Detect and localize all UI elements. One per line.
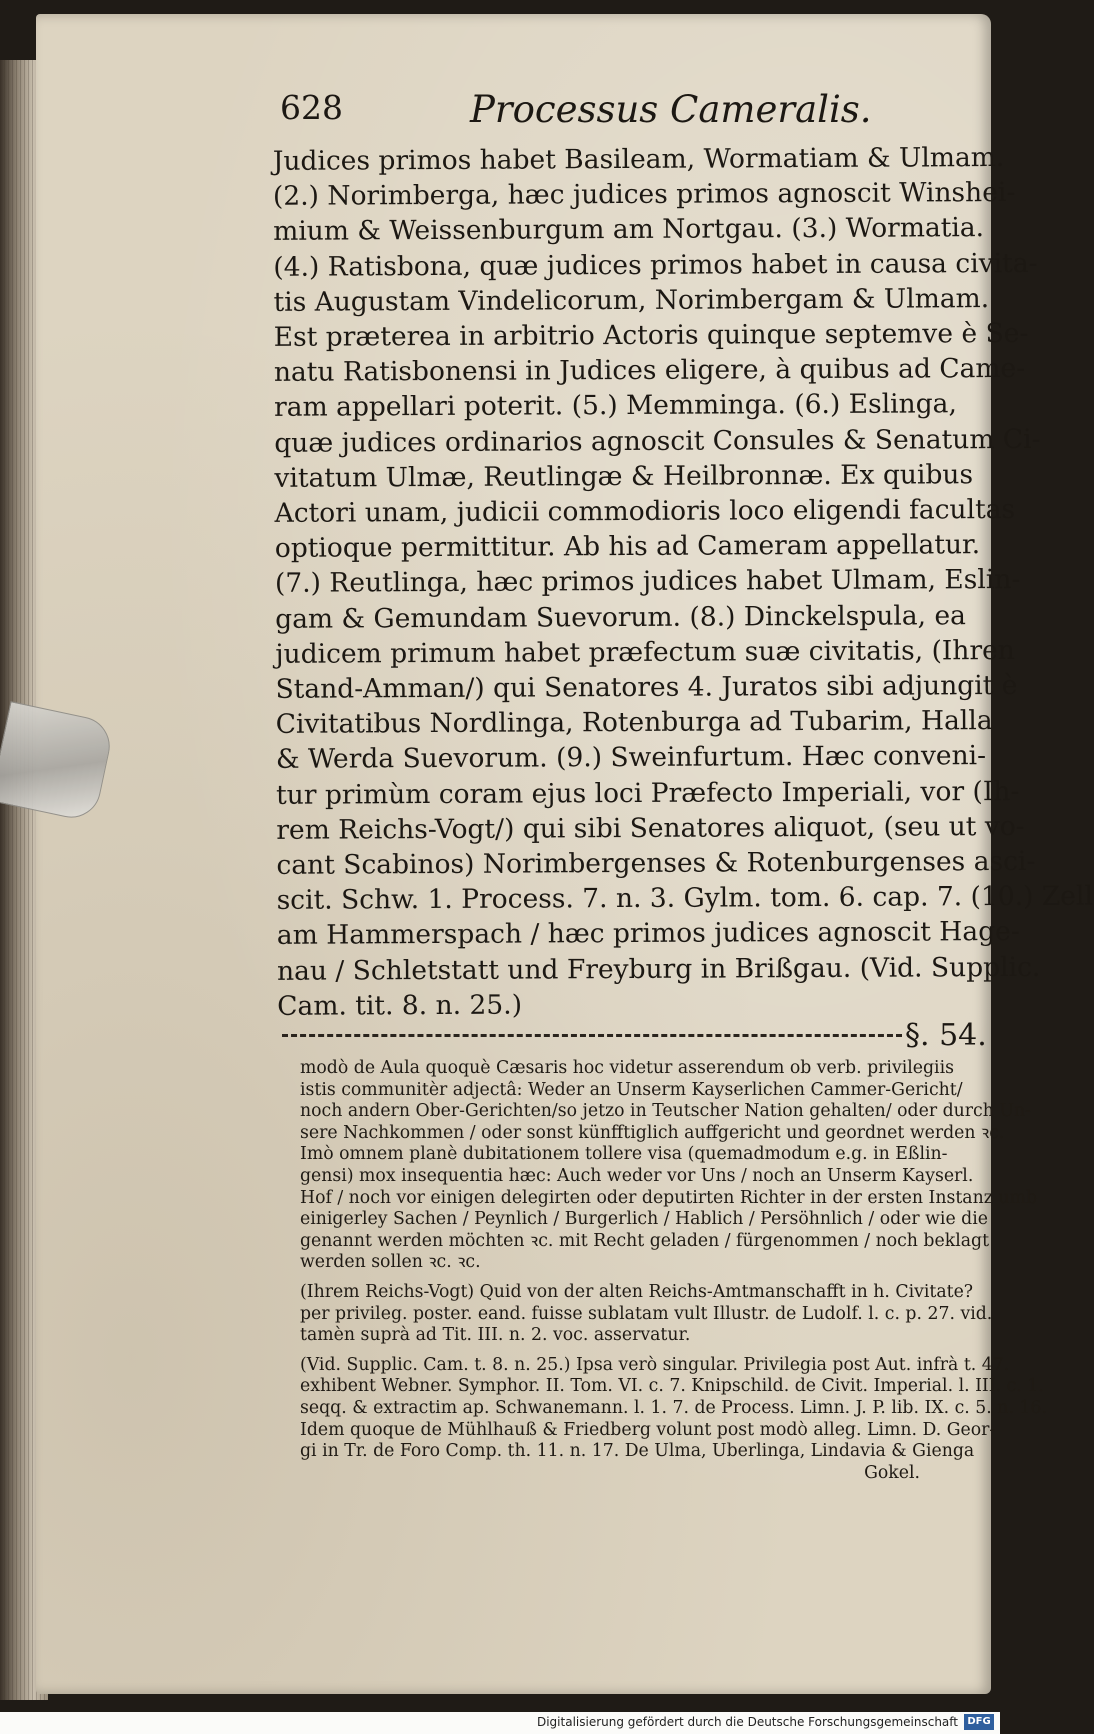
funding-credit: Digitalisierung gefördert durch die Deutsche Forschungsgemeinschaft: [536, 1715, 958, 1729]
text-line: vitatum Ulmæ, Reutlingæ & Heilbronnæ. Ex quibus: [274, 459, 974, 494]
note-line: Hof / noch vor einigen delegirten oder deputirten Richter in der ersten Instanz umb: [300, 1187, 1037, 1208]
note-gap: [300, 1274, 980, 1282]
note-line: (Ihrem Reichs-Vogt) Quid von der alten Reichs-Amtmanschafft in h. Civitate?: [300, 1281, 974, 1302]
text-line: Actori unam, judicii commodioris loco eligendi facultas: [274, 493, 1016, 529]
text-line: Judices primos habet Basileam, Wormatiam & Ulmam.: [272, 142, 1005, 177]
text-line: Cam. tit. 8. n. 25.): [277, 989, 523, 1022]
note-line: istis communitèr adjectâ: Weder an Unserm Kayserlichen Cammer-Gericht/: [300, 1079, 963, 1100]
note-line: modò de Aula quoquè Cæsaris hoc videtur asserendum ob verb. privilegiis: [300, 1058, 954, 1078]
footnote-rule: [282, 1034, 902, 1037]
dfg-logo-icon: DFG: [964, 1714, 994, 1730]
note-line: seqq. & extractim ap. Schwanemann. l. 1. 7. de Process. Limn. J. P. lib. IX. c. 5. n. 16.: [300, 1397, 1047, 1418]
note-line: gi in Tr. de Foro Comp. th. 11. n. 17. De Ulma, Uberlinga, Lindavia & Gienga: [300, 1441, 975, 1462]
main-text: [272, 140, 1093, 1024]
text-line: tur primùm coram ejus loci Præfecto Imperiali, vor (Ih-: [276, 775, 1020, 811]
text-line: scit. Schw. 1. Process. 7. n. 3. Gylm. tom. 6. cap. 7. (10.) Zell: [276, 880, 1093, 917]
note-line: (Vid. Supplic. Cam. t. 8. n. 25.) Ipsa verò singular. Privilegia post Aut. infrà t. 47.: [300, 1354, 1010, 1375]
text-line: optioque permittitur. Ab his ad Cameram appellatur.: [274, 529, 981, 565]
note-line: Gokel.: [864, 1462, 920, 1483]
note-line: einigerley Sachen / Peynlich / Burgerlich / Hablich / Persöhnlich / oder wie die: [300, 1209, 988, 1230]
running-title: Processus Cameralis.: [470, 88, 872, 131]
note-line: noch andern Ober-Gerichten/so jetzo in Teutscher Nation gehalten/ oder durch Un-: [300, 1101, 1031, 1122]
text-line: rem Reichs-Vogt/) qui sibi Senatores aliquot, (seu ut vo-: [276, 810, 1025, 846]
note-line: per privileg. poster. eand. fuisse sublatam vult Illustr. de Ludolf. l. c. p. 27. vid.: [300, 1303, 993, 1324]
text-line: mium & Weissenburgum am Nortgau. (3.) Wormatia.: [273, 212, 985, 248]
footnotes: [300, 1058, 1047, 1484]
note-line: gensi) mox insequentia hæc: Auch weder vor Uns / noch an Unserm Kayserl.: [300, 1165, 974, 1186]
text-line: (4.) Ratisbona, quæ judices primos habet in causa civita-: [273, 247, 1038, 283]
text-line: tis Augustam Vindelicorum, Norimbergam & Ulmam.: [273, 282, 990, 318]
note-line: Idem quoque de Mühlhauß & Friedberg volunt post modò alleg. Limn. D. Geor-: [300, 1419, 996, 1440]
text-line: am Hammerspach / hæc primos judices agnoscit Hage-: [276, 916, 1020, 952]
text-line: Civitatibus Nordlinga, Rotenburga ad Tubarim, Halla: [275, 705, 993, 741]
text-line: (7.) Reutlinga, hæc primos judices habet Ulmam, Eslin-: [274, 564, 1021, 600]
footer-bar: [0, 1712, 1000, 1734]
text-line: cant Scabinos) Norimbergenses & Rotenburgenses asci-: [276, 845, 1036, 881]
text-line: judicem primum habet præfectum suæ civitatis, (Ihren: [275, 634, 1015, 670]
text-line: Stand-Amman/) qui Senatores 4. Juratos sibi adjungit è: [275, 669, 1018, 705]
text-line: quæ judices ordinarios agnoscit Consules & Senatum Ci-: [274, 423, 1041, 459]
text-line: (2.) Norimberga, hæc judices primos agnoscit Winshei-: [272, 177, 1016, 213]
note-line: genannt werden möchten ꝛc. mit Recht geladen / fürgenommen / noch beklagt: [300, 1230, 990, 1251]
note-line: Imò omnem planè dubitationem tollere visa (quemadmodum e.g. in Eßlin-: [300, 1144, 948, 1165]
page-number: 628: [280, 88, 343, 127]
section-mark: §. 54.: [905, 1018, 987, 1053]
note-line: exhibent Webner. Symphor. II. Tom. VI. c. 7. Knipschild. de Civit. Imperial. l. III. c. 1.: [300, 1376, 1044, 1397]
text-line: ram appellari poterit. (5.) Memminga. (6.) Eslinga,: [274, 388, 957, 424]
text-line: Est præterea in arbitrio Actoris quinque septemve è Se-: [273, 317, 1029, 353]
text-line: natu Ratisbonensi in Judices eligere, à quibus ad Came-: [273, 353, 1026, 389]
text-line: & Werda Suevorum. (9.) Sweinfurtum. Hæc conveni-: [275, 740, 987, 776]
text-line: nau / Schletstatt und Freyburg in Brißgau. (Vid. Supplic.: [276, 951, 1041, 987]
page-header: [280, 88, 960, 148]
text-line: gam & Gemundam Suevorum. (8.) Dinckelspula, ea: [275, 599, 967, 635]
note-line: werden sollen ꝛc. ꝛc.: [300, 1252, 481, 1273]
note-line: sere Nachkommen / oder sonst künfftiglich auffgericht und geordnet werden ꝛc.: [300, 1122, 1005, 1143]
note-line: tamèn suprà ad Tit. III. n. 2. voc. asservatur.: [300, 1325, 691, 1346]
note-gap: [300, 1347, 980, 1355]
